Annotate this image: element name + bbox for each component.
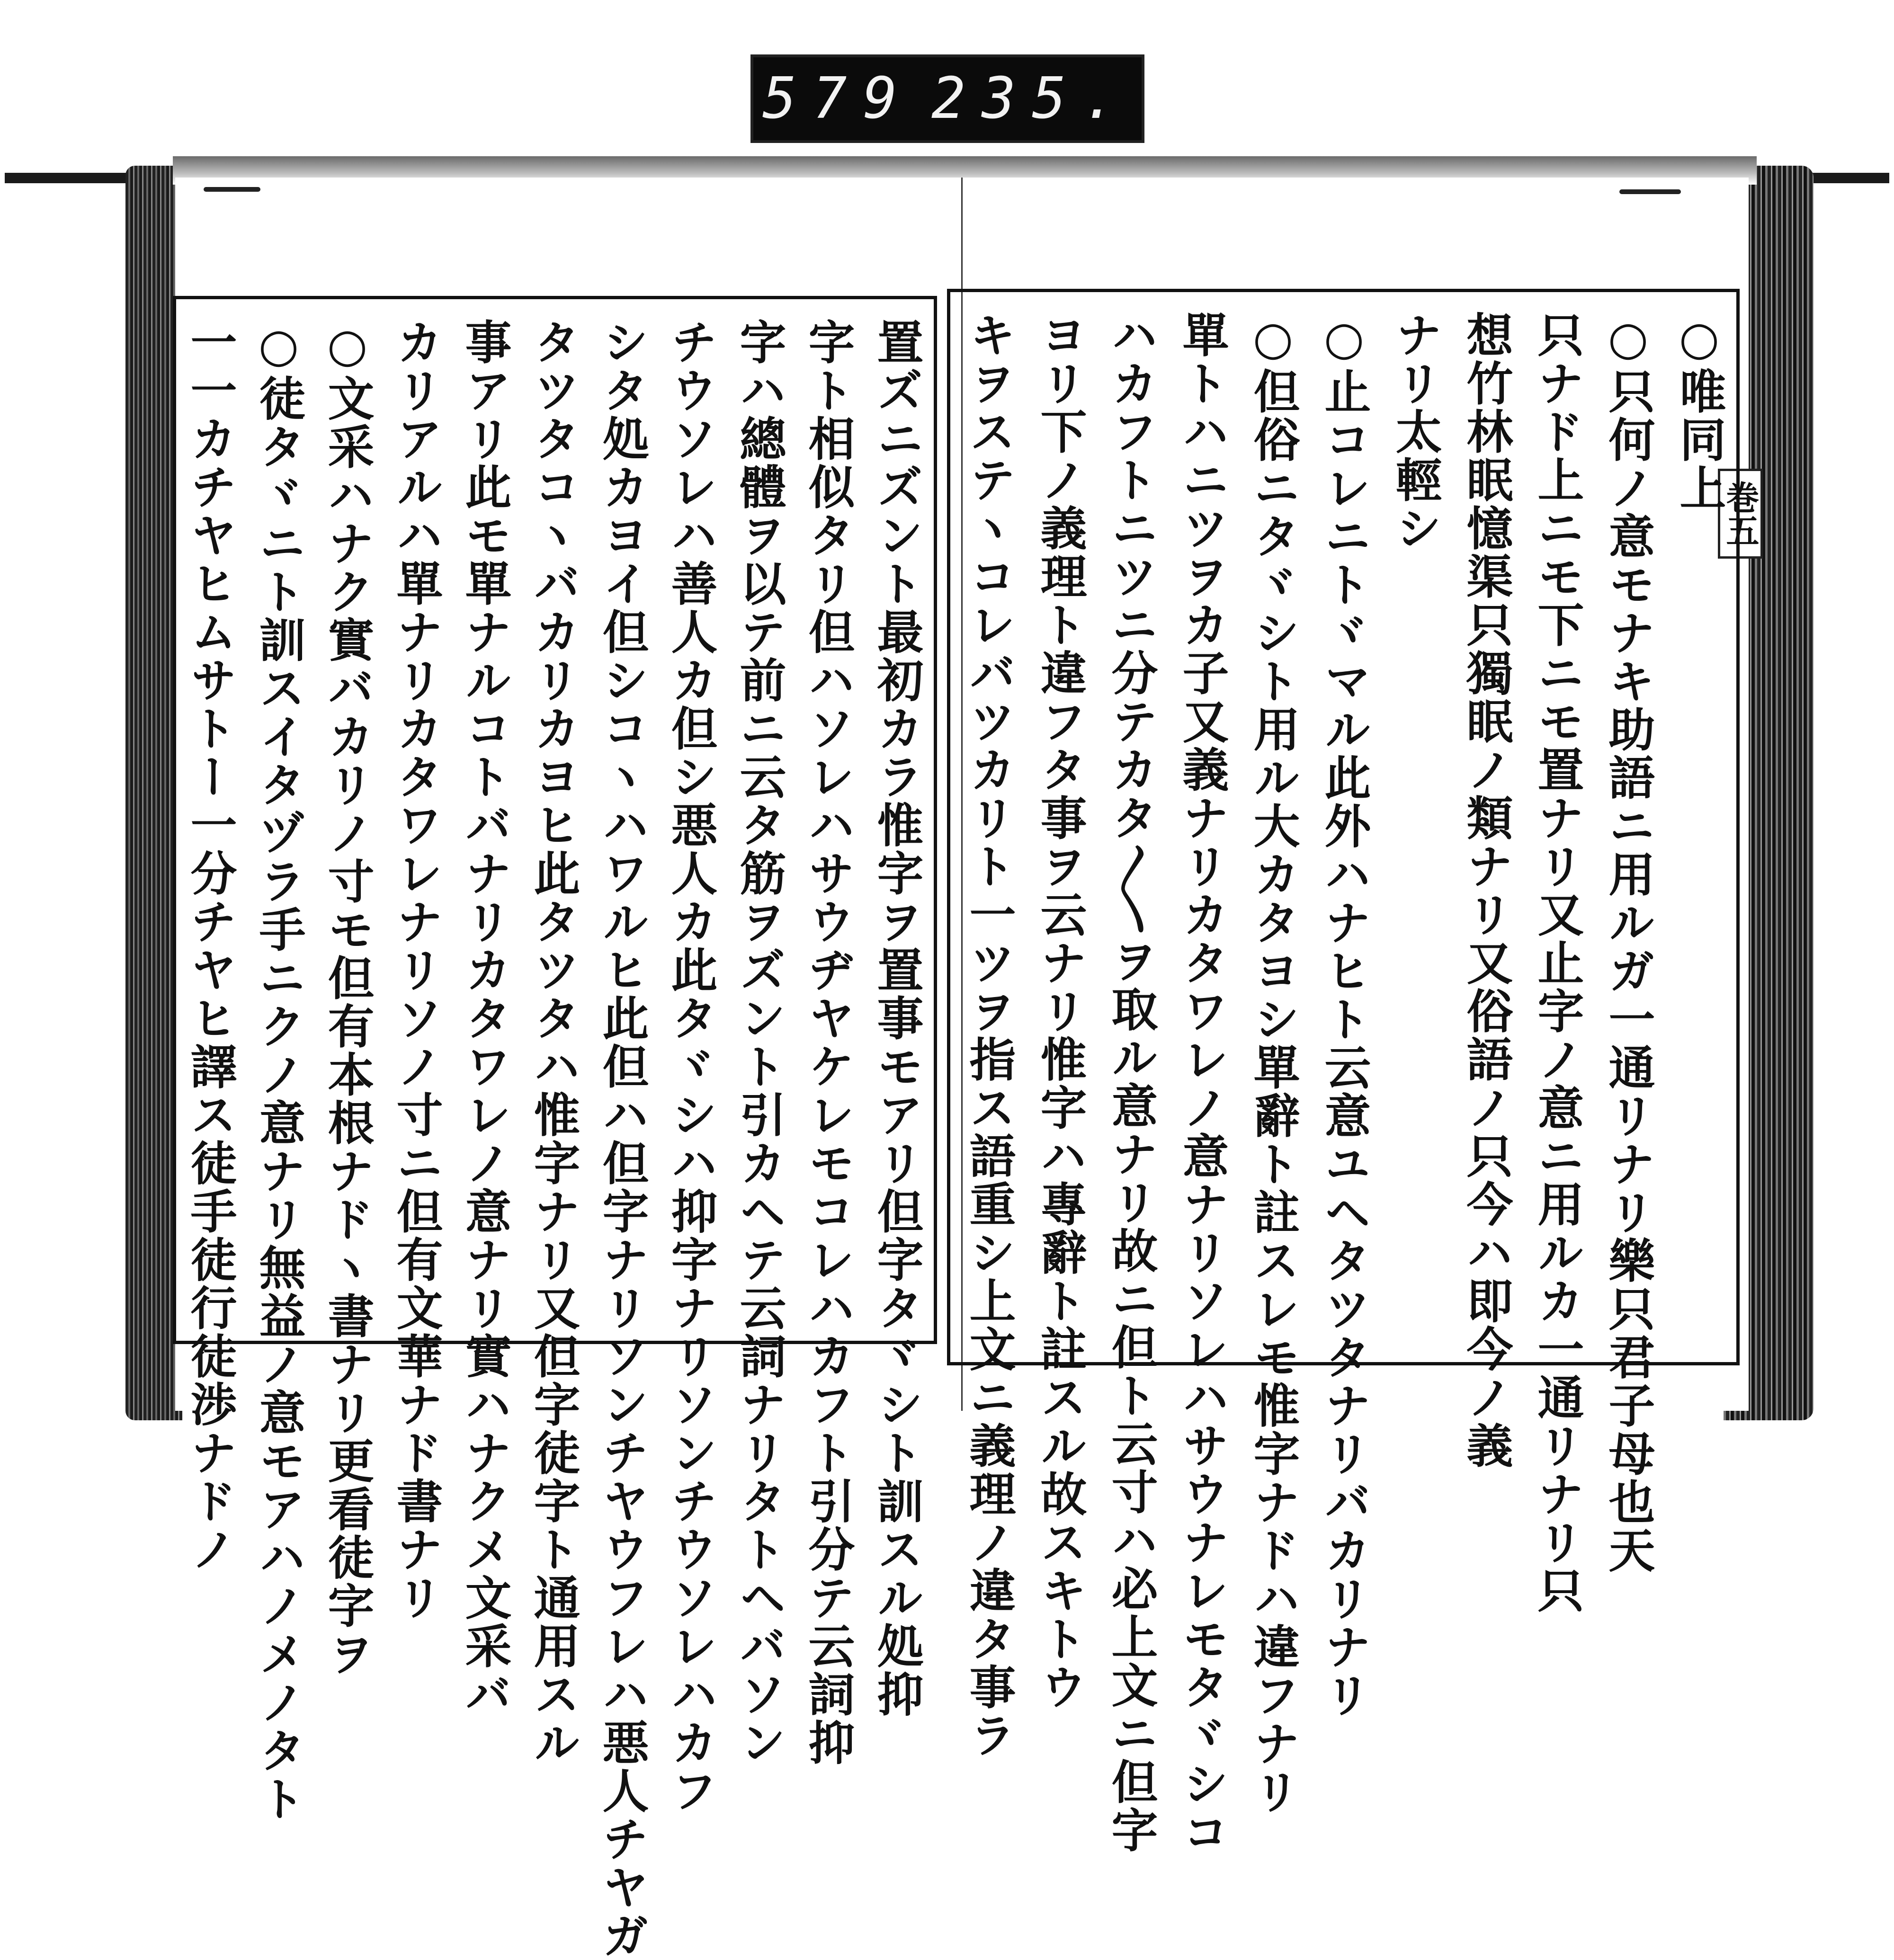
right-text-frame — [947, 289, 1740, 1856]
text-column: 只ナド上ニモ下ニモ置ナリ又止字ノ意ニ用ルカ一通リナリ只 — [1530, 311, 1584, 1615]
text-column: ヨリ下ノ義理ト違フタ事ヲ云ナリ惟字ハ專辭ト註スル故スキトウ — [1033, 311, 1087, 1711]
film-frame-number-right: 235. — [931, 66, 1133, 132]
text-column: 置ズニズント最初カラ惟字ヲ置事モアリ但字タヾシト訓スル処抑 — [869, 318, 924, 1719]
text-column: 字ハ總體ヲ以テ前ニ云タ筋ヲズント引カヘテ云詞ナリタトヘバソン — [732, 318, 786, 1767]
text-column: 字ト相似タリ但ハソレハサウヂヤケレモコレハカフト引分テ云詞抑 — [801, 318, 855, 1767]
text-column: シタ処カヨイ但シコヽハワルヒ此但ハ但字ナリソンチヤウフレハ悪人チヤガ — [595, 318, 649, 1960]
text-column: キヲステヽコレバツカリト一ツヲ指ス語重シ上文ニ義理ノ違タ事ラ — [962, 311, 1016, 1760]
text-column: 一一カチヤヒムサトー一分チヤヒ譯ス徒手徒行徒渉ナドノ — [183, 318, 237, 1574]
text-column: カリアルハ單ナリカタワレナリソノ寸ニ但有文華ナド書ナリ — [389, 318, 443, 1622]
left-text-frame — [173, 296, 937, 1960]
dash-mark — [204, 187, 260, 192]
text-column: ハカフトニツニ分テカタ〳〵ヲ取ル意ナリ故ニ但ト云寸ハ必上文ニ但字 — [1104, 311, 1158, 1854]
text-column: 想竹林眠憶渠只獨眠ノ類ナリ又俗語ノ只今ハ即今ノ義 — [1459, 311, 1513, 1470]
text-column: ナリ太輕シ — [1388, 311, 1442, 552]
text-column: 單トハニツヲカ子又義ナリカタワレノ意ナリソレハサウナレモタヾシコ — [1175, 311, 1229, 1856]
film-frame-number-left: 579 — [762, 66, 913, 132]
text-column: ○唯同上 — [1672, 311, 1726, 512]
text-column: ○只何ノ意モナキ助語ニ用ルガ一通リナリ樂只君子母也天 — [1601, 311, 1655, 1575]
film-frame-label — [750, 54, 1144, 143]
side-tab: 巻五 — [1718, 469, 1763, 559]
text-column: ○徒タヾニト訓スイタヅラ手ニクノ意ナリ無益ノ意モアハノメノタト — [251, 318, 306, 1823]
dash-mark — [1619, 189, 1681, 194]
text-column: タツタコヽバカリカヨヒ此タツタハ惟字ナリ又但字徒字ト通用スル — [526, 318, 581, 1767]
text-column: ○但俗ニタヾシト用ル大カタヨシ單辭ト註スレモ惟字ナドハ違フナリ — [1246, 311, 1300, 1816]
text-column: ○文采ハナク實バカリノ寸モ但有本根ナドヽ書ナリ更看徒字ヲ — [320, 318, 375, 1678]
text-column: ○止コレニトヾマル此外ハナヒト云意ユヘタツタナリバカリナリ — [1317, 311, 1371, 1719]
text-column: 事アリ此モ單ナルコトバナリカタワレノ意ナリ實ハナクメ文采バ — [457, 318, 512, 1719]
text-column: チウソレハ善人カ但シ悪人カ此タヾシハ抑字ナリソンチウソレハカフ — [663, 318, 718, 1815]
